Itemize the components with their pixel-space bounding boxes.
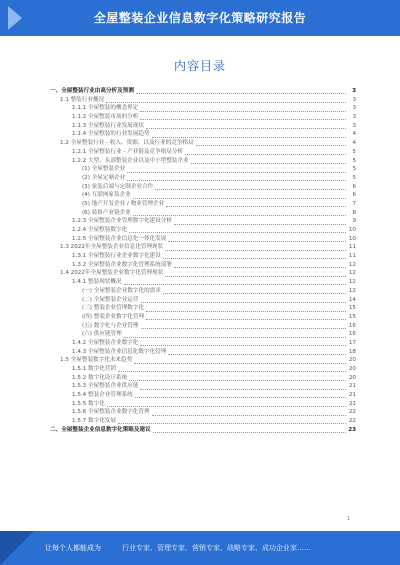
toc-leader-dots <box>107 401 346 407</box>
toc-leader-dots <box>124 332 346 338</box>
toc-entry-text: 1.4.3 全屋整装企业信息化数字化管理 <box>72 348 167 355</box>
toc-entry[interactable] <box>50 165 356 174</box>
toc-entry[interactable] <box>50 217 356 226</box>
toc-entry-page: 7 <box>352 200 356 207</box>
toc-entry-page: 12 <box>348 287 356 294</box>
report-title: 全屋整装企业信息数字化策略研究报告 <box>93 11 307 25</box>
toc-leader-dots <box>168 349 346 355</box>
toc-leader-dots <box>140 114 346 120</box>
toc-leader-dots <box>118 418 346 424</box>
toc-entry-text: (5) 地产开发企业 / 物业管理企业 <box>82 200 165 207</box>
toc-entry[interactable] <box>50 356 356 365</box>
toc-entry[interactable] <box>50 148 356 157</box>
toc-entry[interactable] <box>50 261 356 270</box>
toc-entry-text: 1.4.1 整装现状概况 <box>72 279 122 286</box>
toc-leader-dots <box>153 427 346 433</box>
toc-entry-text: (五) 数字化与企业管理 <box>82 322 139 329</box>
toc-entry-page: 15 <box>348 305 356 312</box>
toc-entry-page: 15 <box>348 313 356 320</box>
toc-entry[interactable] <box>50 278 356 287</box>
table-of-contents <box>50 87 356 435</box>
toc-entry-page: 21 <box>348 400 356 407</box>
toc-entry-page: 12 <box>348 261 356 268</box>
toc-entry-page: 12 <box>348 279 356 286</box>
toc-entry-text: (三) 整装企业管理数字化 <box>82 305 145 312</box>
toc-leader-dots <box>165 271 346 277</box>
toc-leader-dots <box>140 340 346 346</box>
toc-leader-dots <box>140 106 346 112</box>
toc-entry-page: 12 <box>348 270 356 277</box>
toc-entry[interactable] <box>50 226 356 235</box>
toc-entry[interactable] <box>50 400 356 409</box>
toc-entry[interactable] <box>50 304 356 313</box>
toc-entry-text: (3) 家装后端与定制企业合作 <box>82 183 154 190</box>
toc-leader-dots <box>146 314 346 320</box>
toc-entry[interactable] <box>50 235 356 244</box>
header-bar <box>0 0 400 36</box>
toc-leader-dots <box>133 193 346 199</box>
toc-entry-page: 3 <box>352 114 356 121</box>
toc-entry[interactable] <box>50 104 356 113</box>
toc-entry-text: 1.4 2022年全屋整装企业数字化管理现状 <box>60 270 164 277</box>
toc-entry-page: 21 <box>348 392 356 399</box>
toc-entry-page: 3 <box>352 96 356 103</box>
toc-entry[interactable] <box>50 113 356 122</box>
toc-entry-text: (六) 供应链管理 <box>82 331 122 338</box>
toc-entry[interactable] <box>50 330 356 339</box>
toc-leader-dots <box>165 245 346 251</box>
toc-entry-text: 1.3 2022年全屋整装企业信息化管理现状 <box>60 244 164 251</box>
toc-entry-text: 二、全屋整装企业信息数字化策略及建议 <box>50 426 151 433</box>
toc-entry-page: 16 <box>348 331 356 338</box>
toc-entry-text: 1.2.4 全屋整装数字化 <box>72 227 128 233</box>
toc-leader-dots <box>141 297 347 303</box>
toc-entry-page: 11 <box>348 244 356 251</box>
toc-leader-dots <box>196 140 346 146</box>
toc-entry-page: 9 <box>352 218 356 225</box>
toc-entry[interactable] <box>50 200 356 209</box>
toc-heading: 内容目录 <box>173 59 226 73</box>
toc-entry[interactable] <box>50 209 356 218</box>
toc-leader-dots <box>191 158 346 164</box>
toc-leader-dots <box>136 88 346 94</box>
toc-entry[interactable] <box>50 348 356 357</box>
toc-entry-page: 5 <box>352 166 356 173</box>
toc-entry[interactable] <box>50 391 356 400</box>
toc-entry-page: 20 <box>348 374 356 381</box>
toc-entry[interactable] <box>50 252 356 261</box>
toc-leader-dots <box>133 210 346 216</box>
toc-entry[interactable] <box>50 96 356 105</box>
toc-leader-dots <box>141 323 347 329</box>
toc-leader-dots <box>106 97 346 103</box>
toc-leader-dots <box>124 279 346 285</box>
toc-entry-text: (6) 装修产业链企业 <box>82 209 131 216</box>
toc-entry-page: 22 <box>348 418 356 425</box>
toc-entry[interactable] <box>50 287 356 296</box>
toc-entry-page: 21 <box>348 383 356 390</box>
toc-entry[interactable] <box>50 322 356 331</box>
toc-entry[interactable] <box>50 243 356 252</box>
toc-entry-page: 5 <box>352 157 356 164</box>
toc-entry-text: (2) 全屋定制企业 <box>82 174 126 181</box>
toc-entry-text: 1.5 全屋整装数字化未来趋势 <box>60 357 133 364</box>
toc-entry-page: 4 <box>352 140 356 147</box>
toc-entry[interactable] <box>50 183 356 192</box>
toc-entry-text: (4) 互联网家装企业 <box>82 192 131 199</box>
toc-entry[interactable] <box>50 139 356 148</box>
toc-entry-page: 5 <box>352 174 356 181</box>
page-number: 1 <box>347 516 351 522</box>
toc-entry-text: 1.1 整装行业概况 <box>60 96 105 103</box>
toc-entry[interactable] <box>50 417 356 426</box>
toc-entry[interactable] <box>50 122 356 131</box>
toc-entry-text: 1.1.1 全屋整装的概念界定 <box>72 105 139 112</box>
toc-leader-dots <box>174 219 346 225</box>
toc-entry-text: 1.5.2 数字化设计系统 <box>72 374 128 381</box>
toc-leader-dots <box>174 262 346 268</box>
toc-leader-dots <box>135 392 346 398</box>
corner-decoration <box>0 531 34 565</box>
toc-entry-text: (1) 全屋整装企业 <box>82 166 126 173</box>
toc-entry-text: (二) 全屋整装企业运营 <box>82 296 139 303</box>
toc-entry-page: 14 <box>348 296 356 303</box>
toc-entry-page: 20 <box>348 357 356 364</box>
toc-entry-text: 1.5.6 全屋整装企业数字化管理 <box>72 409 150 416</box>
toc-leader-dots <box>127 175 346 181</box>
toc-leader-dots <box>155 184 346 190</box>
toc-entry-text: 1.5.3 全屋整装企业供应链 <box>72 383 139 390</box>
toc-leader-dots <box>166 201 346 207</box>
toc-entry-page: 6 <box>352 192 356 199</box>
footer-bar <box>0 531 400 565</box>
toc-leader-dots <box>168 236 346 242</box>
toc-leader-dots <box>134 358 346 364</box>
toc-entry[interactable] <box>50 174 356 183</box>
toc-leader-dots <box>146 123 346 129</box>
toc-entry-text: 1.5.1 数字化营销 <box>72 366 116 372</box>
toc-entry-page: 3 <box>352 88 356 94</box>
footer-tagline: 行业专家、管理专家、营销专家、战略专家、成功企业家…… <box>122 544 311 552</box>
toc-entry-page: 10 <box>348 235 356 242</box>
toc-entry-page: 3 <box>352 122 356 129</box>
toc-leader-dots <box>129 375 346 381</box>
toc-entry-text: (四) 整装企业数字化管理 <box>82 313 145 320</box>
toc-entry-page: 22 <box>348 409 356 416</box>
toc-leader-dots <box>163 253 346 259</box>
toc-leader-dots <box>152 132 346 138</box>
toc-leader-dots <box>140 384 346 390</box>
toc-entry-text: 1.5.7 数字化发展 <box>72 418 116 425</box>
toc-entry-text: 1.2 全屋整装行业 - 收入、资源、以及行业的竞争格局 <box>60 140 194 147</box>
toc-entry-text: 1.4.2 全屋整装企业数字化 <box>72 339 139 346</box>
toc-entry[interactable] <box>50 157 356 166</box>
toc-entry-page: 20 <box>348 366 356 372</box>
toc-entry-page: 10 <box>348 227 356 233</box>
toc-entry-page: 8 <box>352 209 356 216</box>
toc-entry-page: 16 <box>348 322 356 329</box>
toc-entry[interactable] <box>50 408 356 417</box>
toc-entry[interactable] <box>50 191 356 200</box>
toc-entry[interactable] <box>50 426 356 435</box>
footer-text: 让每个人都能成为 <box>45 544 101 552</box>
toc-entry[interactable] <box>50 313 356 322</box>
toc-entry-text: 1.2.1 全屋整装行业 - 产业链及竞争格局分析 <box>72 148 184 155</box>
toc-entry-text: 1.3.2 全屋整装企业数字化管理系统部署 <box>72 261 172 268</box>
toc-leader-dots <box>146 306 346 312</box>
toc-leader-dots <box>152 410 346 416</box>
toc-entry[interactable] <box>50 374 356 383</box>
toc-entry-page: 18 <box>348 348 356 355</box>
toc-leader-dots <box>129 227 346 233</box>
toc-entry-text: (一) 全屋整装企业数字化的需求 <box>82 287 161 294</box>
toc-entry-page: 11 <box>348 253 356 260</box>
toc-entry-page: 4 <box>352 131 356 138</box>
toc-entry-text: 1.2.2 大型、头部整装企业以及中小型整装企业 <box>72 157 189 164</box>
toc-entry[interactable] <box>50 87 356 96</box>
toc-entry[interactable] <box>50 339 356 348</box>
toc-entry-page: 17 <box>348 339 356 346</box>
toc-entry-page: 3 <box>352 105 356 112</box>
toc-entry-text: 1.1.3 全屋整装行业发展现状 <box>72 122 144 129</box>
toc-entry-text: 一、全屋整装行业由高分析及预测 <box>50 88 134 94</box>
toc-entry[interactable] <box>50 130 356 139</box>
toc-leader-dots <box>185 149 346 155</box>
toc-entry-text: 1.1.2 全屋整装市场的分析 <box>72 114 139 121</box>
toc-entry-page: 6 <box>352 183 356 190</box>
toc-leader-dots <box>127 167 346 173</box>
toc-entry[interactable] <box>50 269 356 278</box>
toc-entry-text: 1.1.4 全屋整装的行业发展趋势 <box>72 131 150 138</box>
toc-entry-text: 1.2.5 全屋整装企业信息化一体化发展 <box>72 235 167 242</box>
toc-entry[interactable] <box>50 365 356 374</box>
toc-leader-dots <box>163 288 346 294</box>
toc-entry-page: 5 <box>352 148 356 155</box>
toc-entry-text: 1.2.3 全屋整装企业管理数字化建设分析 <box>72 218 172 225</box>
toc-entry-text: 1.5.4 整装企业管理系统 <box>72 392 133 399</box>
toc-entry-page: 23 <box>348 426 356 433</box>
toc-entry-text: 1.3.1 全屋整装行业企业数字化建设 <box>72 253 161 260</box>
toc-entry[interactable] <box>50 382 356 391</box>
toc-entry-text: 1.5.5 数字化 <box>72 400 105 407</box>
toc-entry[interactable] <box>50 296 356 305</box>
toc-leader-dots <box>118 366 346 372</box>
